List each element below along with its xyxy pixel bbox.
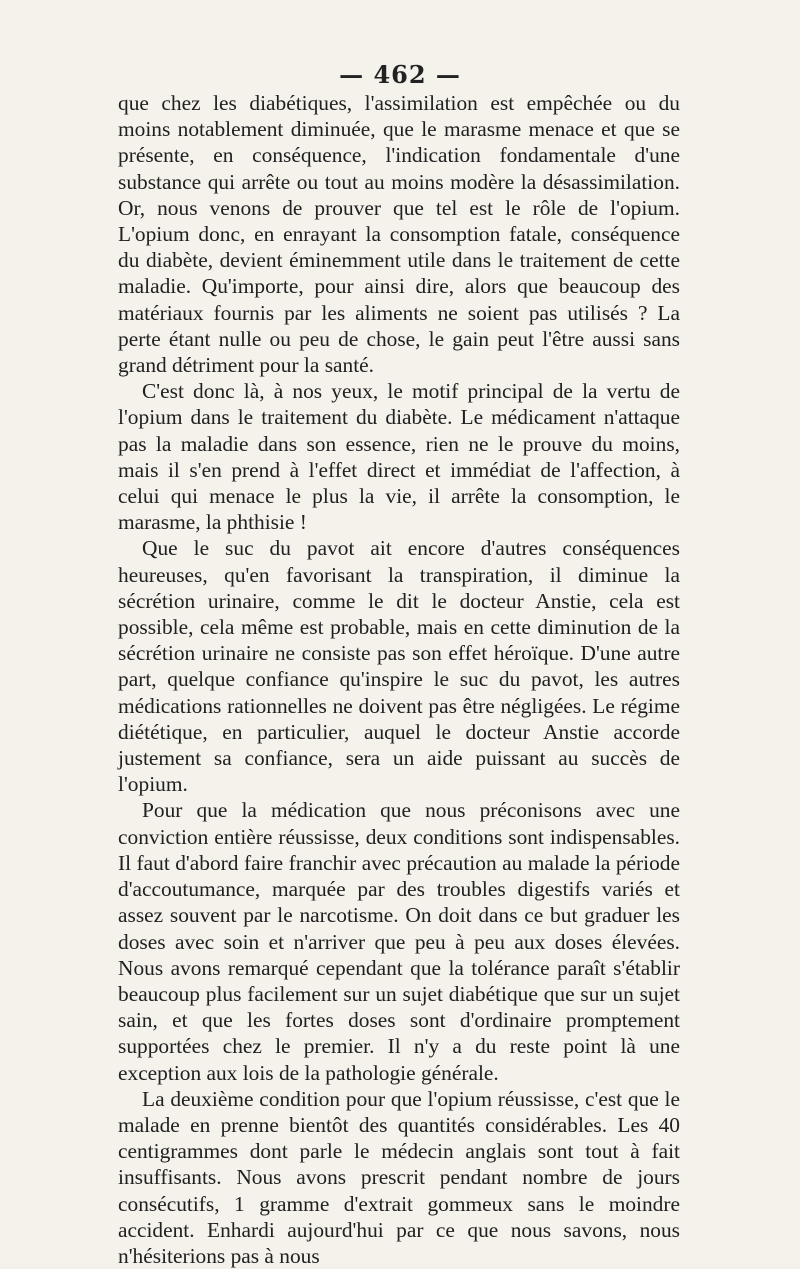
body-text	[118, 90, 680, 1269]
paragraph-3: Que le suc du pavot ait encore d'autres conséquences heureuses, qu'en favorisant la transpiration, il diminue la sécrétion urinaire, comme le dit le docteur Anstie, cela est possible, cela même est probable, mais en cette diminution de la sécrétion urinaire ne consiste pas son effet héroïque. D'une autre part, quelque confiance qu'inspire le suc du pavot, les autres médications rationnelles ne doivent pas être négligées. Le régime diététique, en particulier, auquel le docteur Anstie accorde justement sa confiance, sera un aide puissant au succès de l'opium.	[118, 536, 680, 797]
page-number: — 462 —	[339, 60, 461, 89]
paragraph-4: Pour que la médication que nous préconisons avec une conviction entière réussisse, deux conditions sont indispensables. Il faut d'abord faire franchir avec précaution au malade la période d'accoutumance, marquée par des troubles digestifs variés et assez souvent par le narcotisme. On doit dans ce but graduer les doses avec soin et n'arriver que peu à peu aux doses élevées. Nous avons remarqué cependant que la tolérance paraît s'établir beaucoup plus facilement sur un sujet diabétique que sur un sujet sain, et que les fortes doses sont d'ordinaire promptement supportées chez le premier. Il n'y a du reste point là une exception aux lois de la pathologie générale.	[118, 798, 680, 1085]
paragraph-1: que chez les diabétiques, l'assimilation est empêchée ou du moins notablement diminuée, que le marasme menace et que se présente, en conséquence, l'indication fondamentale d'une substance qui arrête ou tout au moins modère la désassimilation. Or, nous venons de prouver que tel est le rôle de l'opium. L'opium donc, en enrayant la consomption fatale, conséquence du diabète, devient éminemment utile dans le traitement de cette maladie. Qu'importe, pour ainsi dire, alors que beaucoup des matériaux fournis par les aliments ne soient pas utilisés ? La perte étant nulle ou peu de chose, le gain peut l'être aussi sans grand détriment pour la santé.	[118, 91, 680, 378]
paragraph-2: C'est donc là, à nos yeux, le motif principal de la vertu de l'opium dans le traitement du diabète. Le médicament n'attaque pas la maladie dans son essence, rien ne le prouve du moins, mais il s'en prend à l'effet direct et immédiat de l'affection, à celui qui menace le plus la vie, il arrête la consomption, le marasme, la phthisie !	[118, 379, 680, 535]
paragraph-5: La deuxième condition pour que l'opium réussisse, c'est que le malade en prenne bientôt des quantités considérables. Les 40 centigrammes dont parle le médecin anglais sont tout à fait insuffisants. Nous avons prescrit pendant nombre de jours consécutifs, 1 gramme d'extrait gommeux sans le moindre accident. Enhardi aujourd'hui par ce que nous savons, nous n'hésiterions pas à nous	[118, 1086, 680, 1268]
